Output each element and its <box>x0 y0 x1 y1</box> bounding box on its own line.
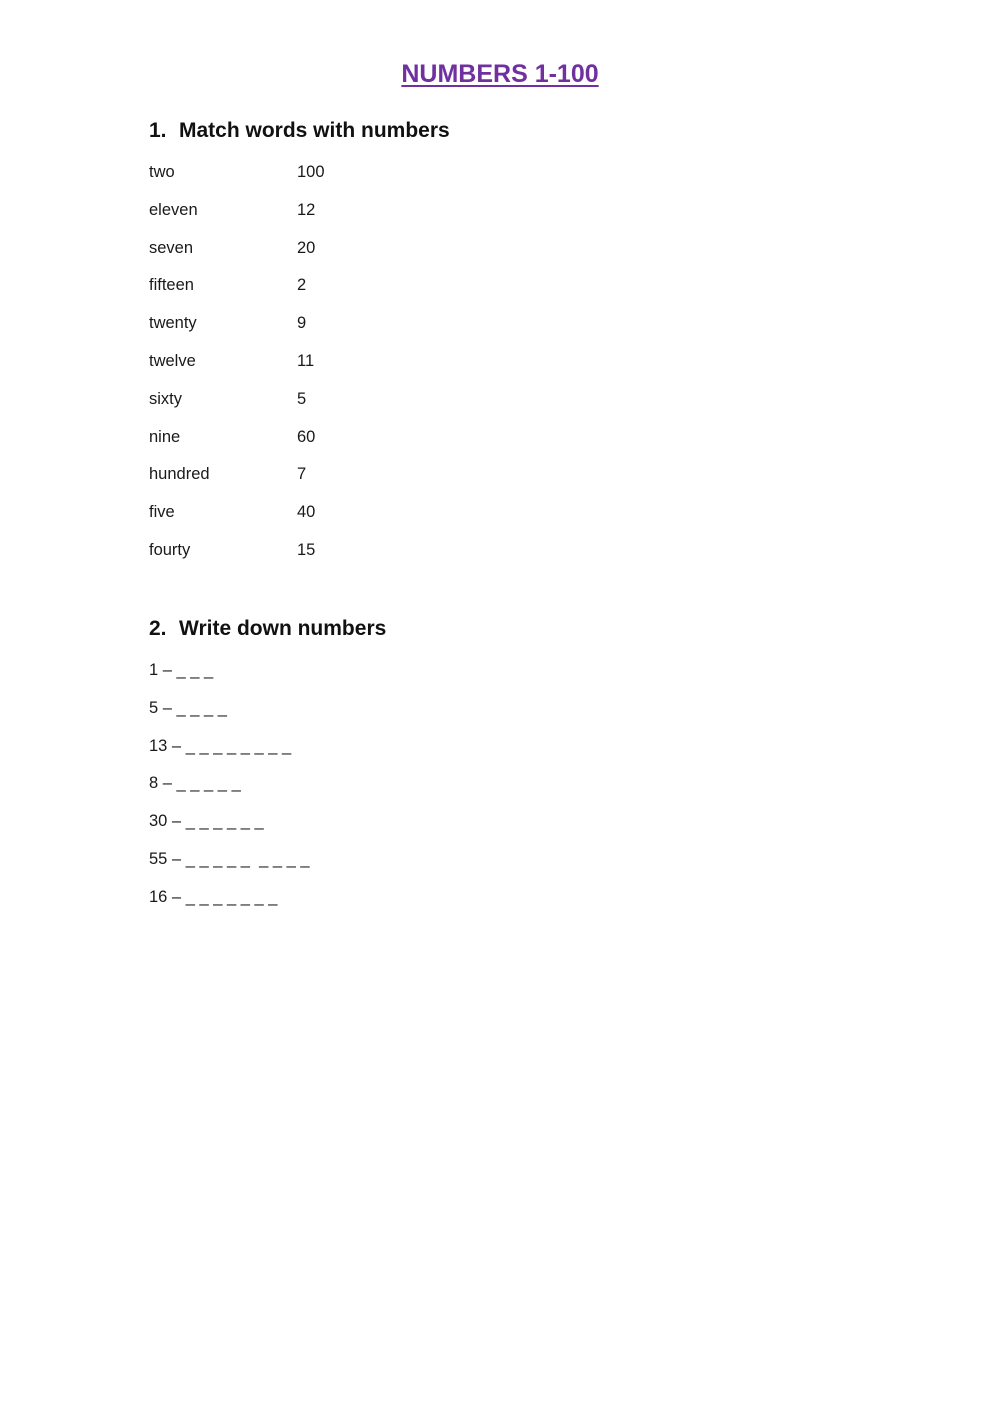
section-1-title: Match words with numbers <box>179 119 450 142</box>
match-word: two <box>149 163 175 181</box>
write-item: 1 – _ _ _ <box>149 661 214 679</box>
match-row <box>149 541 325 579</box>
match-word: twelve <box>149 351 196 370</box>
match-word: nine <box>149 427 181 446</box>
match-word: hundred <box>149 465 210 484</box>
match-list <box>149 163 325 579</box>
write-item: 13 – _ _ _ _ _ _ _ _ <box>149 736 292 755</box>
match-number: 100 <box>297 163 325 181</box>
section-2-number: 2. <box>149 617 167 640</box>
match-row <box>149 163 325 201</box>
match-number: 2 <box>297 276 307 295</box>
match-row <box>149 276 325 314</box>
section-1-heading <box>149 119 450 143</box>
match-row <box>149 239 325 277</box>
match-word: eleven <box>149 200 198 219</box>
match-number: 7 <box>297 465 307 484</box>
match-word: twenty <box>149 314 197 333</box>
page-title: NUMBERS 1-100 <box>401 60 599 88</box>
match-row <box>149 428 325 466</box>
match-number: 5 <box>297 389 307 408</box>
match-word: seven <box>149 238 194 257</box>
match-number: 15 <box>297 540 316 559</box>
match-row <box>149 390 325 428</box>
match-word: five <box>149 503 175 522</box>
section-1-number: 1. <box>149 119 167 142</box>
match-number: 60 <box>297 427 316 446</box>
section-2-heading <box>149 617 386 641</box>
match-word: sixty <box>149 389 182 408</box>
match-row <box>149 503 325 541</box>
match-number: 12 <box>297 200 316 219</box>
match-row <box>149 465 325 503</box>
write-item: 5 – _ _ _ _ <box>149 698 227 717</box>
match-number: 20 <box>297 238 316 257</box>
write-item: 30 – _ _ _ _ _ _ <box>149 812 264 831</box>
match-word: fifteen <box>149 276 194 295</box>
write-item: 55 – _ _ _ _ _ _ _ _ _ <box>149 849 310 868</box>
match-row <box>149 352 325 390</box>
section-2-title: Write down numbers <box>179 617 387 640</box>
write-list <box>149 661 310 926</box>
match-row <box>149 201 325 239</box>
match-number: 9 <box>297 314 307 333</box>
match-word: fourty <box>149 540 191 559</box>
match-row <box>149 314 325 352</box>
write-item: 16 – _ _ _ _ _ _ _ <box>149 887 278 906</box>
write-item: 8 – _ _ _ _ _ <box>149 774 241 793</box>
match-number: 11 <box>297 351 315 370</box>
match-number: 40 <box>297 503 316 522</box>
